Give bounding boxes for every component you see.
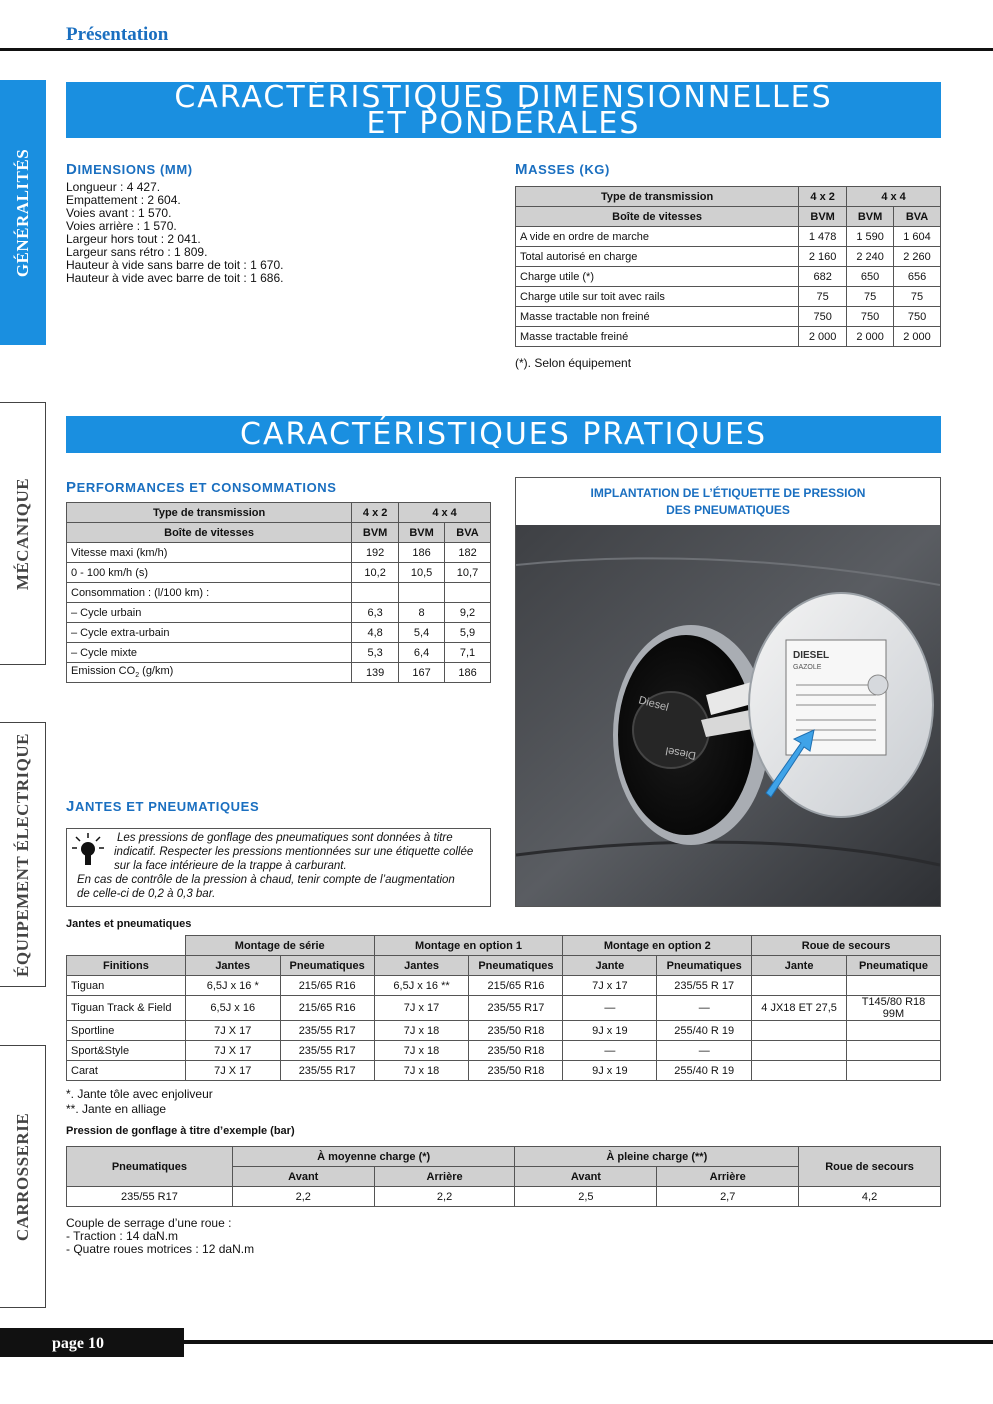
cap-text: Diesel — [637, 694, 670, 714]
couple-line: - Quatre roues motrices : 12 daN.m — [66, 1242, 255, 1256]
dimension-line: Empattement : 2 604. — [66, 193, 181, 207]
dimension-line: Longueur : 4 427. — [66, 180, 161, 194]
table-header: Montage en option 2 — [563, 936, 752, 956]
table-header: BVM — [352, 523, 399, 543]
cap-text: Diesel — [664, 744, 697, 762]
jantes-heading: JANTES ET PNEUMATIQUES — [66, 798, 260, 815]
table-header: BVM — [399, 523, 445, 543]
table-header: Boîte de vitesses — [67, 523, 352, 543]
info-note-box — [66, 828, 491, 907]
page-header-title: Présentation — [66, 24, 169, 45]
couple-serrage — [66, 1217, 254, 1256]
table-header: Type de transmission — [67, 503, 352, 523]
jantes-footnote: *. Jante tôle avec enjoliveur — [66, 1087, 213, 1101]
fuel-label-text: GAZOLE — [793, 664, 822, 671]
table-row: Carat 7J X 17 235/55 R17 7J x 18 235/50 R18 9J x 19 255/40 R 19 — [67, 1061, 941, 1081]
table-header: 4 x 4 — [847, 187, 941, 207]
table-header: Avant — [232, 1167, 374, 1187]
table-row: Tiguan Track & Field 6,5J x 16 215/65 R16 7J x 17 235/55 R17 — — 4 JX18 ET 27,5 T145/80 R18 99M — [67, 996, 941, 1021]
side-tab-label: CARROSSERIE — [12, 1112, 32, 1241]
note-line: Les pressions de gonflage des pneumatiques sont données à titre — [117, 832, 453, 844]
note-line: En cas de contrôle de la pression à chaud, tenir compte de l’augmentation — [77, 874, 455, 886]
table-row: Emission $CO_2$ (g/km) 139 167 186 — [67, 663, 491, 683]
table-header: Jante — [563, 956, 657, 976]
dimensions-heading: DIMENSIONS (MM) — [66, 161, 193, 178]
table-header: Jantes — [185, 956, 280, 976]
table-row: 0 - 100 km/h (s) 10,2 10,5 10,7 — [67, 563, 491, 583]
dimension-line: Hauteur à vide sans barre de toit : 1 670. — [66, 258, 284, 272]
couple-line: - Traction : 14 daN.m — [66, 1229, 179, 1243]
dimension-line: Largeur hors tout : 2 041. — [66, 232, 201, 246]
side-tab-label: GÉNÉRALITÉS — [12, 148, 32, 277]
table-row: – Cycle mixte 5,3 6,4 7,1 — [67, 643, 491, 663]
header-rule — [0, 48, 993, 51]
table-header: Type de transmission — [516, 187, 799, 207]
table-row: – Cycle urbain 6,3 8 9,2 — [67, 603, 491, 623]
couple-line: Couple de serrage d’une roue : — [66, 1216, 232, 1230]
table-header: BVM — [799, 207, 847, 227]
masses-note: (*). Selon équipement — [515, 356, 632, 370]
table-row: 235/55 R17 2,2 2,2 2,5 2,7 4,2 — [67, 1187, 941, 1207]
table-header: BVA — [894, 207, 941, 227]
table-header: Jantes — [374, 956, 469, 976]
table-header: Pneumatiques — [67, 1147, 233, 1187]
table-header: Boîte de vitesses — [516, 207, 799, 227]
figure-caption: IMPLANTATION DE L’ÉTIQUETTE DE PRESSION DES PNEUMATIQUES — [590, 486, 866, 517]
table-row: Vitesse maxi (km/h) 192 186 182 — [67, 543, 491, 563]
table-header: Arrière — [657, 1167, 799, 1187]
table-row: – Cycle extra-urbain 4,8 5,4 5,9 — [67, 623, 491, 643]
page-number: page 10 — [52, 1335, 104, 1352]
masses-table — [515, 186, 941, 347]
table-header: 4 x 2 — [799, 187, 847, 207]
dimension-line: Voies avant : 1 570. — [66, 206, 172, 220]
table-row: Consommation : (l/100 km) : — [67, 583, 491, 603]
table-row: Total autorisé en charge 2 160 2 240 2 260 — [516, 247, 941, 267]
side-tab-label: MÉCANIQUE — [12, 477, 32, 590]
table-row: Sport&Style 7J X 17 235/55 R17 7J x 18 235/50 R18 — — — [67, 1041, 941, 1061]
table-header: Pneumatique — [847, 956, 941, 976]
section-banner-dimensions — [66, 80, 941, 141]
table-header: Pneumatiques — [657, 956, 752, 976]
pression-table-caption: Pression de gonflage à titre d’exemple (bar) — [66, 1125, 295, 1137]
side-tab-generalites[interactable] — [0, 80, 46, 345]
banner-line: CARACTÉRISTIQUES PRATIQUES — [240, 417, 767, 452]
table-header: Pneumatiques — [469, 956, 563, 976]
dimension-line: Largeur sans rétro : 1 809. — [66, 245, 208, 259]
table-header: À pleine charge (**) — [515, 1147, 799, 1167]
jantes-footnote: **. Jante en alliage — [66, 1102, 167, 1116]
pression-table — [66, 1146, 941, 1207]
dimension-line: Voies arrière : 1 570. — [66, 219, 177, 233]
table-header: Jante — [752, 956, 847, 976]
side-tab-label: ÉQUIPEMENT ÉLECTRIQUE — [12, 732, 32, 977]
lightbulb-icon — [71, 832, 105, 868]
table-row: Tiguan 6,5J x 16 * 215/65 R16 6,5J x 16 ** 215/65 R16 7J x 17 235/55 R 17 — [67, 976, 941, 996]
table-header: BVM — [847, 207, 894, 227]
table-row: Masse tractable non freiné 750 750 750 — [516, 307, 941, 327]
side-tab-mecanique[interactable] — [0, 402, 46, 665]
dimension-line: Hauteur à vide avec barre de toit : 1 686. — [66, 271, 284, 285]
table-row: Charge utile sur toit avec rails 75 75 75 — [516, 287, 941, 307]
table-row: A vide en ordre de marche 1 478 1 590 1 604 — [516, 227, 941, 247]
table-header: Montage en option 1 — [374, 936, 563, 956]
table-header: À moyenne charge (*) — [232, 1147, 515, 1167]
masses-heading: MASSES (KG) — [515, 161, 610, 178]
jantes-table-caption: Jantes et pneumatiques — [66, 918, 192, 930]
table-row: Charge utile (*) 682 650 656 — [516, 267, 941, 287]
table-row: Sportline 7J X 17 235/55 R17 7J x 18 235/50 R18 9J x 19 255/40 R 19 — [67, 1021, 941, 1041]
note-line: de celle-ci de 0,2 à 0,3 bar. — [77, 888, 216, 900]
fuel-label-text: DIESEL — [793, 650, 830, 661]
table-header: Avant — [515, 1167, 657, 1187]
table-header: Pneumatiques — [280, 956, 374, 976]
table-header: Montage de série — [185, 936, 374, 956]
table-header: 4 x 4 — [399, 503, 491, 523]
table-header: Roue de secours — [799, 1147, 941, 1187]
side-tab-equipement-electrique[interactable] — [0, 722, 46, 987]
tire-pressure-label-figure — [515, 477, 941, 907]
table-row: Masse tractable freiné 2 000 2 000 2 000 — [516, 327, 941, 347]
table-header: Arrière — [374, 1167, 515, 1187]
dimensions-list — [66, 181, 283, 285]
side-tab-carrosserie[interactable] — [0, 1045, 46, 1308]
performances-heading: PERFORMANCES ET CONSOMMATIONS — [66, 479, 337, 496]
section-banner-pratiques — [66, 416, 941, 453]
banner-line: CARACTÉRISTIQUES DIMENSIONNELLES — [174, 80, 833, 115]
table-header: BVA — [445, 523, 491, 543]
banner-line: ET PONDÉRALES — [366, 106, 641, 141]
fuel-flap-photo — [516, 525, 940, 906]
jantes-table — [66, 935, 941, 1081]
table-header: Finitions — [67, 956, 186, 976]
table-header: Roue de secours — [752, 936, 941, 956]
table-header: 4 x 2 — [352, 503, 399, 523]
note-line: indicatif. Respecter les pressions mentionnées sur une étiquette collée — [114, 846, 474, 858]
note-line: sur la face intérieure de la trappe à carburant. — [114, 860, 347, 872]
performances-table — [66, 502, 491, 683]
